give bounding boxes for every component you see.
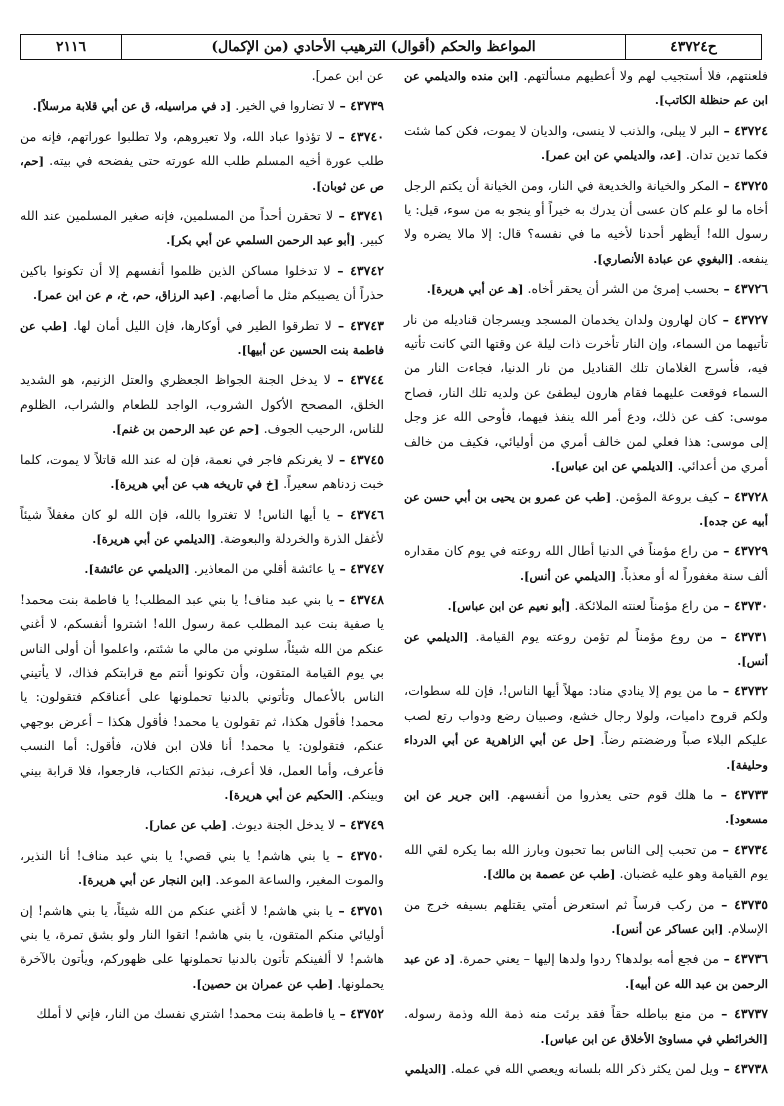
hadith-text: من فجع أمه بولدها؟ ردوا ولدها إليها – يعني حمرة. <box>459 951 720 967</box>
hadith-entry <box>20 813 384 837</box>
hadith-text: لا يدخل الجنة ديوث. <box>230 817 336 833</box>
hadith-entry <box>20 204 384 253</box>
hadith-reference: [خ في تاريخه هب عن أبي هريرة]. <box>110 477 280 492</box>
hadith-range-code: ح٤٣٧٢٤ <box>625 35 761 59</box>
hadith-text: بحسب إمرئ من الشر أن يحقر أخاه. <box>527 281 720 297</box>
hadith-number: ٤٣٧٤١ – <box>333 208 384 224</box>
hadith-reference: [د في مراسيله، ق عن أبي قلابة مرسلاً]. <box>32 99 232 114</box>
hadith-number: ٤٣٧٢٨ – <box>718 488 768 504</box>
hadith-entry <box>20 259 384 308</box>
hadith-number: ٤٣٧٤٢ – <box>330 262 384 278</box>
hadith-text: ما من يوم إلا ينادي مناد: مهلاً أيها الناس!، فإن لله سطوات، ولكم قروح داميات، ولولا رجال خشع، وصبيان رضع ودواب رتع لصب عليكم البلاء صباً ورضضتم رضاً. <box>404 683 768 748</box>
hadith-entry <box>404 594 768 618</box>
hadith-number: ٤٣٧٢٧ – <box>717 311 768 327</box>
hadith-number: ٤٣٧٥٢ – <box>335 1006 384 1022</box>
hadith-reference: [الديلمي عن ابن عباس]. <box>550 459 674 474</box>
hadith-number: ٤٣٧٣٤ – <box>717 841 768 857</box>
hadith-text: يا بني عبد مناف! يا بني عبد المطلب! يا فاطمة بنت محمد! يا صفية بنت عبد المطلب عمة رسول الله! اشتروا أنفسكم، لا أغني عنكم من الله شيئاً، سلوني من مالي ما شئتم، واعلموا أن أولى الناس بي يوم القيامة المتقون، وأن تكونوا أنتم مع قرابتكم فذاك، لا يأتيني الناس بالأعمال وتأتوني بالدنيا تحملونها على أعناقكم فتقولون: يا محمد! فأقول هكذا، ثم تقولون يا محمد! فأقول هكذا – أعرض بوجهي عنكم، فتقولون: يا محمد! أنا فلان ابن فلان، فأقول: أما النسب فأعرف، وأما العمل، فلا أعرف، نبذتم الكتاب، فارجعوا، فلا قرابة بيني وبينكم. <box>20 591 384 802</box>
hadith-entry <box>404 783 768 832</box>
hadith-number: ٤٣٧٤٠ – <box>332 128 384 144</box>
hadith-reference: [ابن منده والديلمي عن ابن عم حنظلة الكاتب]. <box>404 69 768 108</box>
hadith-number: ٤٣٧٢٦ – <box>719 281 768 297</box>
hadith-reference: [الديلمي عن عائشة]. <box>84 562 190 577</box>
hadith-text: فلعنتهم، فلا أستجيب لهم ولا أعطيهم مسألتهم. <box>523 68 768 83</box>
hadith-text: يا فاطمة بنت محمد! اشتري نفسك من النار، فإني لا أملك <box>36 1006 336 1022</box>
hadith-entry <box>20 1002 384 1026</box>
hadith-text: لا تؤذوا عباد الله، ولا تعيروهم، ولا تطلبوا عوراتهم، فإنه من طلب عورة أخيه المسلم طلب الله عورته حتى يفضحه في بيته. <box>20 128 384 169</box>
hadith-number: ٤٣٧٣٦ – <box>719 951 768 967</box>
page-header <box>20 34 762 60</box>
hadith-text: لا تحقرن أحداً من المسلمين، فإنه صغير المسلمين عند الله كبير. <box>20 208 384 248</box>
hadith-reference: [حم عن عبد الرحمن بن غنم]. <box>112 422 260 437</box>
hadith-entry <box>404 679 768 777</box>
hadith-text: من تحبب إلى الناس بما تحبون وبارز الله بما يكره لقي الله يوم القيامة وهو عليه غضبان. <box>404 841 768 882</box>
hadith-number: ٤٣٧٤٨ – <box>333 591 384 607</box>
hadith-text: من راع مؤمناً في الدنيا أطال الله روعته في يوم كان مقداره ألف سنة مغفوراً له أو معذباً. <box>404 543 768 583</box>
hadith-number: ٤٣٧٥١ – <box>332 902 384 918</box>
hadith-entry <box>404 947 768 996</box>
hadith-reference: [طب عن فاطمة بنت الحسين عن أبيها]. <box>20 318 384 358</box>
right-column <box>404 64 768 1087</box>
hadith-reference: [عبد الرزاق، حم، خ، م عن ابن عمر]. <box>32 288 216 303</box>
hadith-reference: [البغوي عن عبادة الأنصاري]. <box>593 251 734 266</box>
hadith-reference: [حل عن أبي الزاهرية عن أبي الدرداء وحليفة]. <box>404 733 768 772</box>
hadith-text: ما هلك قوم حتى يعذروا من أنفسهم. <box>506 786 714 802</box>
hadith-text: لا تضاروا في الخير. <box>235 98 336 114</box>
hadith-entry <box>20 899 384 997</box>
hadith-text: ويل لمن يكثر ذكر الله بلسانه ويعصي الله في عمله. <box>450 1061 720 1077</box>
hadith-text: من روع مؤمناً لم تؤمن روعته يوم القيامة. <box>475 628 714 644</box>
hadith-text: لا تطرقوا الطير في أوكارها، فإن الليل أمان لها. <box>73 317 332 333</box>
hadith-number: ٤٣٧٤٧ – <box>335 561 384 577</box>
hadith-reference: [ابن النجار عن أبي هريرة]. <box>78 873 212 888</box>
hadith-entry <box>404 539 768 588</box>
hadith-text: من منع بباطله حقاً فقد برئت منه ذمة الله وذمة رسوله. <box>404 1006 715 1022</box>
hadith-entry <box>20 368 384 441</box>
hadith-entry <box>20 503 384 552</box>
hadith-number: ٤٣٧٥٠ – <box>329 847 384 863</box>
hadith-text: كيف بروعة المؤمن. <box>615 488 719 504</box>
hadith-reference: [حم، ص عن ثوبان]. <box>20 154 384 193</box>
hadith-number: ٤٣٧٤٩ – <box>335 817 384 833</box>
hadith-reference: [الديلمي عن أنس]. <box>404 629 768 668</box>
hadith-text: من ركب فرساً ثم استعرض أمتي يقتلهم بسيفه خرج من الإسلام. <box>404 896 768 936</box>
hadith-entry <box>404 485 768 534</box>
hadith-text: لا يغرنكم فاجر في نعمة، فإن له عند الله قاتلاً لا يموت، كلما خبت زدناهم سعيراً. <box>20 451 384 492</box>
hadith-text: عن ابن عمر]. <box>311 68 384 83</box>
hadith-reference: [طب عن عمار]. <box>144 818 227 833</box>
hadith-reference: [أبو عبد الرحمن السلمي عن أبي بكر]. <box>166 233 356 248</box>
hadith-text: يا عائشة أقلي من المعاذير. <box>193 561 336 577</box>
hadith-text: من راع مؤمناً لعنته الملائكة. <box>574 598 720 614</box>
hadith-text: لا تدخلوا مساكن الذين ظلموا أنفسهم إلا أن تكونوا باكين حذراً أن يصيبكم مثل ما أصابهم. <box>20 262 384 303</box>
hadith-reference: [طب عن عصمة بن مالك]. <box>482 867 616 882</box>
hadith-number: ٤٣٧٣٠ – <box>719 598 768 614</box>
hadith-number: ٤٣٧٣٣ – <box>713 786 768 802</box>
hadith-number: ٤٣٧٤٤ – <box>330 372 384 388</box>
hadith-reference: [ابن جرير عن ابن مسعود]. <box>404 787 768 827</box>
hadith-reference: [طب عن عمرو بن يحيى بن أبي حسن عن أبيه عن جده]. <box>404 489 768 528</box>
hadith-entry <box>20 844 384 893</box>
hadith-number: ٤٣٧٣٩ – <box>335 98 384 114</box>
hadith-reference: [الخرائطي في مساوئ الأخلاق عن ابن عباس]. <box>540 1031 768 1046</box>
hadith-reference: [الديلمي عن أبي هريرة]. <box>92 531 216 546</box>
page-number: ٢١١٦ <box>21 35 122 59</box>
hadith-number: ٤٣٧٤٥ – <box>334 451 384 467</box>
hadith-reference: [د عن عبد الرحمن بن عبد الله عن أبيه]. <box>404 952 768 991</box>
hadith-entry <box>404 893 768 942</box>
hadith-number: ٤٣٧٣٥ – <box>714 896 768 912</box>
hadith-number: ٤٣٧٤٣ – <box>331 317 384 333</box>
running-title: المواعظ والحكم (أقوال) الترهيب الأحادي (من الإكمال) <box>211 39 536 55</box>
hadith-entry <box>404 308 768 479</box>
hadith-reference: [الديلمي <box>404 1062 447 1077</box>
hadith-text: كان لهارون ولدان يخدمان المسجد ويسرجان قناديله من نار تأتيهما من السماء، وإن النار تأخرت ذات ليلة عن وقتها التي كانت تأتيه فيه، فأسرج الغلامان تلك القناديل من نار الدنيا، فجاءت النار من السماء فوقعت عليهما فقام هارون ليطفئ عن ولديه تلك النار، فصاح موسى: كف عن ذلك، ودع أمر الله ينفذ فيهما، فأوحى الله عز وجل إلى موسى: هذا فعلي لمن خالف أمري من أوليائي، فكيف من خالف أمري من أعدائي. <box>404 311 768 474</box>
hadith-entry <box>20 64 384 88</box>
hadith-number: ٤٣٧٣١ – <box>713 628 768 644</box>
hadith-reference: [هـ عن أبي هريرة]. <box>426 282 524 297</box>
left-column <box>20 64 384 1033</box>
hadith-text: المكر والخيانة والخديعة في النار، ومن الخيانة أن يكتم الرجل أخاه ما لو علم كان عسى أن يدرك به خيراً أو ينجو به من سوء، قيل: يا رسول الله! أيظهر أحدنا لأخيه ما في نفسه؟ قال: إلا مالا يضره ولا ينفعه. <box>404 177 768 266</box>
hadith-text: يا أيها الناس! لا تغتروا بالله، فإن الله لو كان مغفلاً شيئاً لأغفل الذرة والخردلة والبعوضة. <box>20 506 384 546</box>
hadith-entry <box>404 174 768 272</box>
hadith-reference: [طب عن عمران بن حصين]. <box>192 976 334 991</box>
hadith-text: البر لا يبلى، والذنب لا ينسى، والديان لا يموت، فكن كما شئت فكما تدين تدان. <box>404 122 768 163</box>
hadith-number: ٤٣٧٣٧ – <box>714 1006 768 1022</box>
hadith-text: يا بني هاشم! يا بني قصي! يا بني عبد مناف! أنا النذير، والموت المغير، والساعة الموعد. <box>20 847 384 888</box>
hadith-reference: [الحكيم عن أبي هريرة]. <box>224 787 344 802</box>
hadith-entry <box>20 314 384 363</box>
hadith-reference: [عد، والديلمي عن ابن عمر]. <box>540 148 682 163</box>
hadith-reference: [أبو نعيم عن ابن عباس]. <box>447 599 571 614</box>
hadith-entry <box>404 64 768 113</box>
hadith-entry <box>404 277 768 301</box>
hadith-entry <box>404 1002 768 1051</box>
hadith-text: لا يدخل الجنة الجواظ الجعظري والعتل الزنيم، هو الشديد الخلق، المصحح الأكول الشروب، الواجد للطعام والشراب، الظلوم للناس، الرحيب الجوف. <box>20 372 384 437</box>
hadith-number: ٤٣٧٣٨ – <box>719 1061 768 1077</box>
hadith-number: ٤٣٧٢٤ – <box>719 122 768 138</box>
hadith-number: ٤٣٧٢٥ – <box>718 177 768 193</box>
hadith-entry <box>404 625 768 674</box>
hadith-entry <box>20 557 384 581</box>
hadith-entry <box>20 448 384 497</box>
hadith-entry <box>404 1057 768 1081</box>
hadith-number: ٤٣٧٣٢ – <box>717 683 768 699</box>
hadith-number: ٤٣٧٢٩ – <box>718 543 768 559</box>
hadith-number: ٤٣٧٤٦ – <box>330 506 384 522</box>
hadith-entry <box>404 838 768 887</box>
hadith-entry <box>20 588 384 808</box>
hadith-reference: [ابن عساكر عن أنس]. <box>611 922 724 936</box>
hadith-reference: [الديلمي عن أنس]. <box>519 568 617 583</box>
hadith-entry <box>20 125 384 198</box>
hadith-entry <box>20 94 384 118</box>
hadith-entry <box>404 119 768 168</box>
hadith-text: يا بني هاشم! لا أغني عنكم من الله شيئاً، يا بني هاشم! إن أوليائي منكم المتقون، يا بني هاشم! اتقوا النار ولو بشق تمرة، يا بني هاشم! لا ألفينكم تأتون بالدنيا تحملونها على ظهوركم، ويأتون بالآخرة يحملونها. <box>20 902 384 991</box>
